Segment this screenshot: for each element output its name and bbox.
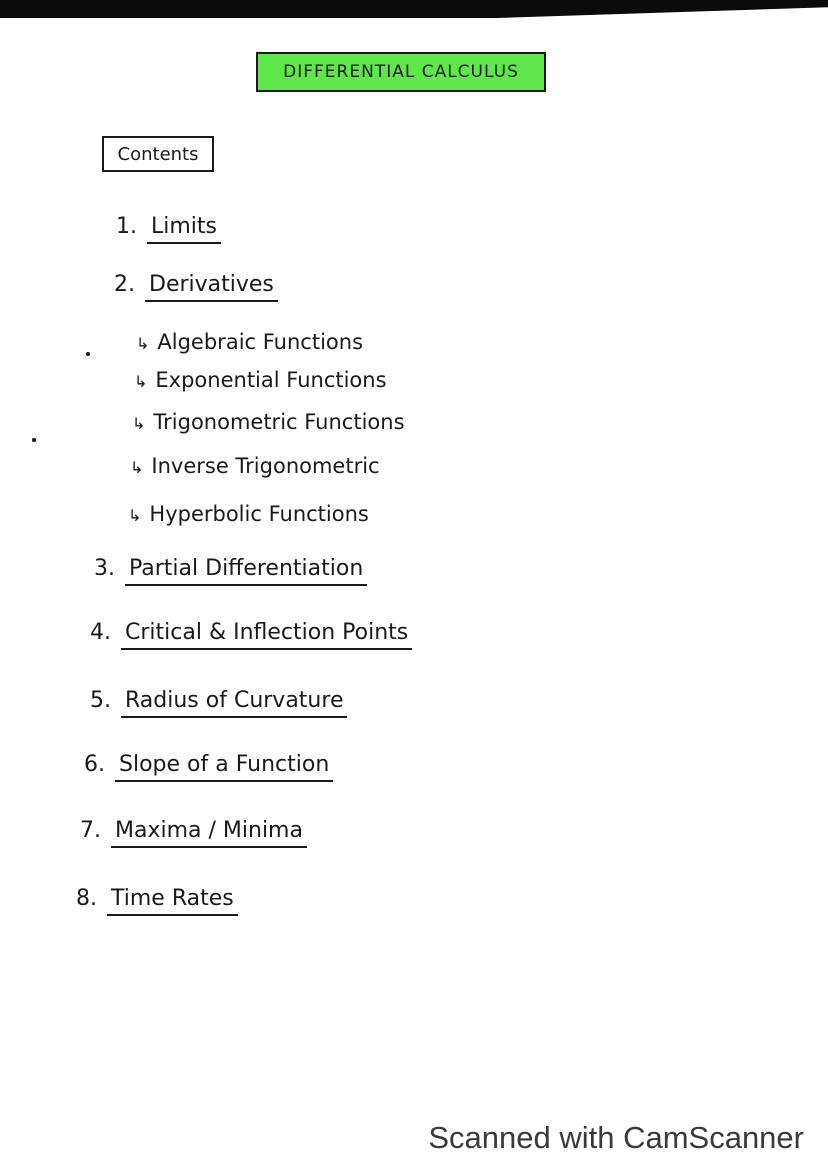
item-text: Derivatives xyxy=(145,272,278,302)
sub-arrow-icon: ↳ xyxy=(128,506,142,525)
subitem-text: Inverse Trigonometric xyxy=(151,454,380,478)
item-number: 1. xyxy=(116,214,137,239)
list-item-slope xyxy=(84,752,333,782)
list-item-derivatives xyxy=(114,272,278,302)
list-item-critical-points xyxy=(90,620,412,650)
subitem-text: Trigonometric Functions xyxy=(153,410,405,434)
subitem-exponential xyxy=(134,368,387,392)
contents-label: Contents xyxy=(102,136,214,172)
item-number: 5. xyxy=(90,688,111,713)
item-number: 8. xyxy=(76,886,97,911)
item-text: Time Rates xyxy=(107,886,238,916)
subitem-inverse-trig xyxy=(130,454,380,478)
sub-arrow-icon: ↳ xyxy=(132,414,146,433)
list-item-maxima-minima xyxy=(80,818,307,848)
sub-arrow-icon: ↳ xyxy=(130,458,144,477)
item-number: 6. xyxy=(84,752,105,777)
subitem-text: Exponential Functions xyxy=(155,368,387,392)
list-item-radius-curvature xyxy=(90,688,347,718)
item-number: 2. xyxy=(114,272,135,297)
item-number: 3. xyxy=(94,556,115,581)
page-title: DIFFERENTIAL CALCULUS xyxy=(256,52,546,92)
list-item-partial-differentiation xyxy=(94,556,367,586)
item-text: Slope of a Function xyxy=(115,752,333,782)
item-text: Partial Differentiation xyxy=(125,556,367,586)
ink-speck xyxy=(86,352,90,356)
list-item-time-rates xyxy=(76,886,238,916)
item-number: 7. xyxy=(80,818,101,843)
subitem-trigonometric xyxy=(132,410,405,434)
scanner-watermark: Scanned with CamScanner xyxy=(428,1120,804,1155)
item-text: Maxima / Minima xyxy=(111,818,307,848)
item-number: 4. xyxy=(90,620,111,645)
scan-edge-shadow xyxy=(0,0,828,18)
sub-arrow-icon: ↳ xyxy=(136,334,150,353)
subitem-hyperbolic xyxy=(128,502,369,526)
subitem-text: Algebraic Functions xyxy=(157,330,364,354)
item-text: Critical & Inflection Points xyxy=(121,620,412,650)
sub-arrow-icon: ↳ xyxy=(134,372,148,391)
subitem-text: Hyperbolic Functions xyxy=(149,502,369,526)
ink-speck xyxy=(32,438,36,442)
subitem-algebraic xyxy=(136,330,363,354)
item-text: Radius of Curvature xyxy=(121,688,347,718)
item-text: Limits xyxy=(147,214,221,244)
list-item-limits xyxy=(116,214,221,244)
